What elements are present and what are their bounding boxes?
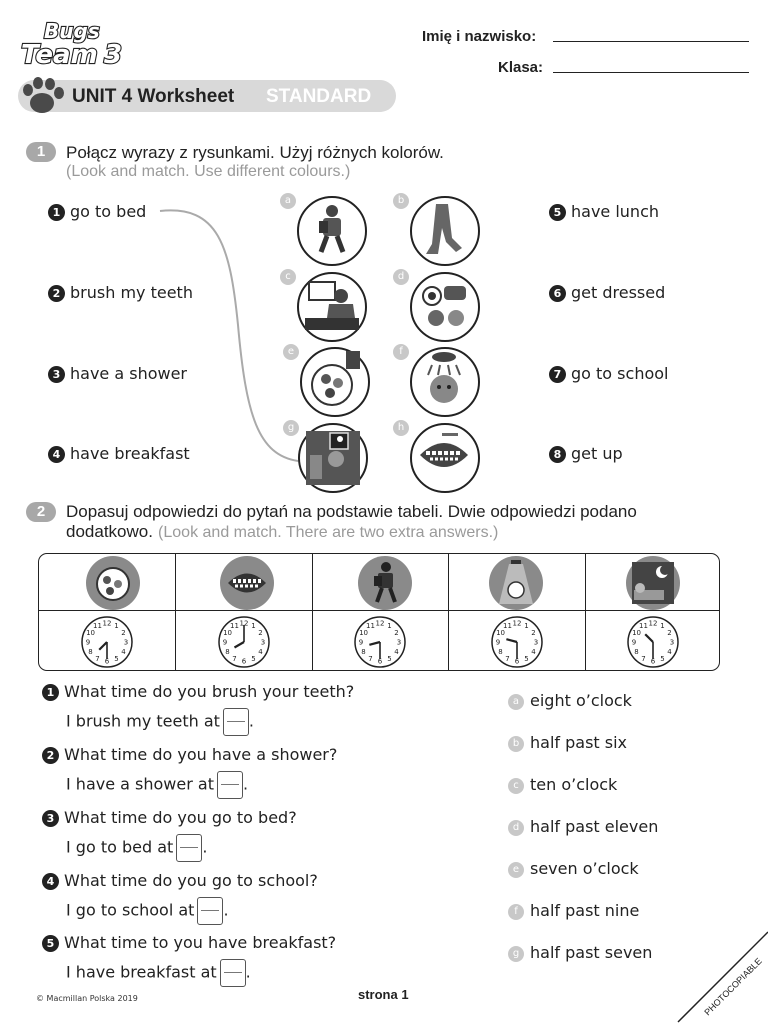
clock-number: 9: [495, 638, 501, 647]
phrase-text: go to school: [571, 364, 669, 383]
clock-number: 3: [123, 638, 129, 647]
phrase-5[interactable]: [549, 202, 659, 221]
phrase-4[interactable]: [48, 444, 190, 463]
logo-line1: Bugs: [44, 19, 100, 43]
question-text: What time do you go to bed?: [64, 808, 297, 827]
lunch-plate-icon: [412, 274, 477, 339]
question-text: What time do you brush your teeth?: [64, 682, 355, 701]
clock-number: 3: [260, 638, 266, 647]
clock-face: [79, 614, 135, 670]
clock-number: 9: [631, 638, 637, 647]
clock-number: 3: [396, 638, 402, 647]
option-letter: b: [508, 736, 524, 752]
option-letter: c: [508, 778, 524, 794]
answer-option-g[interactable]: [508, 943, 652, 962]
clock-number: 11: [366, 622, 375, 631]
question-number: 5: [42, 935, 59, 952]
level-label: STANDARD: [266, 86, 372, 107]
logo-number: 3: [104, 40, 123, 70]
logo-line2: Team: [21, 40, 98, 70]
question-number: 2: [42, 747, 59, 764]
clock-number: 11: [230, 622, 239, 631]
clock-number: 5: [660, 654, 665, 663]
clock-number: 2: [394, 629, 399, 637]
clock-number: 5: [524, 654, 529, 663]
answer-option-c[interactable]: [508, 775, 617, 794]
clock-face: [625, 614, 681, 670]
clock-number: 3: [669, 638, 675, 647]
picture-b-get-dressed[interactable]: [410, 196, 480, 266]
class-label: Klasa:: [498, 59, 544, 76]
table-col-divider: [312, 554, 313, 670]
clock-number: 9: [222, 638, 228, 647]
clock-number: 2: [121, 629, 126, 637]
picture-a-boy-walking-to-school[interactable]: [297, 196, 367, 266]
clock-number: 7: [232, 654, 237, 663]
clock-number: 5: [387, 654, 392, 663]
option-text: half past eleven: [530, 817, 659, 836]
clock-number: 4: [667, 648, 672, 656]
clock-number: 1: [524, 622, 529, 631]
picture-letter-b: b: [393, 193, 409, 209]
option-letter: f: [508, 904, 524, 920]
question-number: 1: [42, 684, 59, 701]
teeth-toothbrush-icon: [412, 425, 477, 490]
phrase-text: brush my teeth: [70, 283, 193, 302]
phrase-text: have lunch: [571, 202, 660, 221]
option-letter: d: [508, 820, 524, 836]
exercise-2-instruction-pl-2: dodatkowo.: [66, 522, 153, 541]
clock-number: 8: [634, 648, 639, 656]
phrase-number: 5: [549, 204, 566, 221]
unit-title: UNIT 4 Worksheet: [72, 86, 235, 107]
clock-number: 1: [387, 622, 392, 631]
picture-e-have-breakfast[interactable]: [300, 347, 370, 417]
option-text: eight o’clock: [530, 691, 632, 710]
picture-letter-d: d: [393, 269, 409, 285]
bugs-team-logo: [18, 18, 133, 70]
clock-number: 2: [258, 629, 263, 637]
phrase-2[interactable]: [48, 283, 193, 302]
clock-number: 2: [667, 629, 672, 637]
answer-option-a[interactable]: [508, 691, 632, 710]
answer-box-1[interactable]: [223, 708, 249, 736]
clock-number: 4: [121, 648, 126, 656]
clock-number: 1: [251, 622, 256, 631]
name-label: Imię i nazwisko:: [422, 28, 537, 45]
answer-stem: I go to school at: [66, 900, 195, 920]
class-field[interactable]: [553, 72, 749, 73]
clock-number: 11: [639, 622, 648, 631]
phrase-text: go to bed: [70, 202, 147, 221]
phrase-number: 1: [48, 204, 65, 221]
answer-stem: I have breakfast at: [66, 962, 217, 982]
exercise-1-instruction-pl: Połącz wyrazy z rysunkami. Użyj różnych kolorów.: [66, 143, 444, 162]
phrase-1[interactable]: [48, 202, 146, 221]
phrase-number: 7: [549, 366, 566, 383]
clock-number: 12: [102, 619, 112, 628]
clock-number: 12: [375, 619, 385, 628]
table-col-divider: [448, 554, 449, 670]
answer-line-5: I have breakfast at .: [66, 959, 251, 987]
clock-number: 12: [648, 619, 658, 628]
clock-number: 10: [496, 629, 506, 637]
clock-number: 1: [660, 622, 665, 631]
exercise-2-number: 2: [26, 502, 56, 522]
question-text: What time to you have breakfast?: [64, 933, 337, 952]
phrase-7[interactable]: [549, 364, 668, 383]
clock-number: 6: [241, 657, 247, 666]
question-2: [42, 745, 337, 764]
clock-number: 5: [251, 654, 256, 663]
picture-d-have-lunch[interactable]: [410, 272, 480, 342]
clock-number: 8: [88, 648, 93, 656]
answer-box-2[interactable]: [217, 771, 243, 799]
option-text: seven o’clock: [530, 859, 639, 878]
picture-letter-a: a: [280, 193, 296, 209]
clock-number: 6: [377, 657, 383, 666]
phrase-text: get dressed: [571, 283, 666, 302]
phrase-3[interactable]: [48, 364, 187, 383]
clock-face: [489, 614, 545, 670]
clock-number: 11: [93, 622, 102, 631]
clock-number: 4: [531, 648, 536, 656]
clock-number: 7: [95, 654, 100, 663]
clock-number: 2: [531, 629, 536, 637]
picture-letter-e: e: [283, 344, 299, 360]
teeth-icon: [220, 556, 274, 610]
shower-icon: [489, 556, 543, 610]
example-match-line: [158, 205, 303, 470]
phrase-8[interactable]: [549, 444, 623, 463]
clock-number: 10: [86, 629, 96, 637]
clock-number: 9: [85, 638, 91, 647]
paw-print-icon: [20, 76, 66, 116]
clock-number: 6: [514, 657, 520, 666]
question-5: [42, 933, 336, 952]
waking-child-icon: [299, 274, 364, 339]
question-number: 3: [42, 810, 59, 827]
clock-number: 5: [114, 654, 119, 663]
answer-line-4: I go to school at .: [66, 897, 229, 925]
answer-line-2: I have a shower at .: [66, 771, 248, 799]
copyright: © Macmillan Polska 2019: [36, 994, 138, 1003]
clock-face: [216, 614, 272, 670]
answer-option-e[interactable]: [508, 859, 639, 878]
phrase-number: 3: [48, 366, 65, 383]
clock-number: 7: [641, 654, 646, 663]
exercise-1-number: 1: [26, 142, 56, 162]
clock-number: 9: [358, 638, 364, 647]
answer-stem: I brush my teeth at: [66, 711, 220, 731]
boy-schoolbag-icon: [299, 198, 364, 263]
breakfast-plate-icon: [302, 349, 367, 414]
picture-letter-f: f: [393, 344, 409, 360]
clock-number: 10: [632, 629, 642, 637]
exercise-2-instruction-pl-1: Dopasuj odpowiedzi do pytań na podstawie tabeli. Dwie odpowiedzi podano: [66, 502, 637, 521]
phrase-text: get up: [571, 444, 623, 463]
question-text: What time do you go to school?: [64, 871, 318, 890]
answer-option-b[interactable]: [508, 733, 627, 752]
phrase-number: 8: [549, 446, 566, 463]
question-number: 4: [42, 873, 59, 890]
answer-stem: I go to bed at: [66, 837, 174, 857]
clock-number: 8: [361, 648, 366, 656]
picture-letter-g: g: [283, 420, 299, 436]
picture-letter-c: c: [280, 269, 296, 285]
table-col-divider: [175, 554, 176, 670]
school-boy-icon: [358, 556, 412, 610]
option-letter: g: [508, 946, 524, 962]
phrase-number: 2: [48, 285, 65, 302]
photocopiable-corner: [668, 928, 768, 1024]
option-letter: e: [508, 862, 524, 878]
option-text: half past nine: [530, 901, 640, 920]
answer-line-1: I brush my teeth at .: [66, 708, 254, 736]
option-text: half past seven: [530, 943, 653, 962]
picture-f-have-a-shower[interactable]: [410, 347, 480, 417]
clock-number: 3: [533, 638, 539, 647]
clock-number: 4: [394, 648, 399, 656]
name-field[interactable]: [553, 41, 749, 42]
breakfast-icon: [86, 556, 140, 610]
answer-option-f[interactable]: [508, 901, 639, 920]
answer-stem: I have a shower at: [66, 774, 214, 794]
picture-letter-h: h: [393, 420, 409, 436]
answer-box-3[interactable]: [176, 834, 202, 862]
answer-box-4[interactable]: [197, 897, 223, 925]
clock-number: 6: [650, 657, 656, 666]
question-text: What time do you have a shower?: [64, 745, 338, 764]
clock-face: [352, 614, 408, 670]
phrase-number: 4: [48, 446, 65, 463]
clock-number: 8: [498, 648, 503, 656]
bed-night-icon: [626, 556, 680, 610]
answer-option-d[interactable]: [508, 817, 658, 836]
picture-g-go-to-bed[interactable]: [298, 423, 368, 493]
phrase-text: have a shower: [70, 364, 188, 383]
answer-line-3: I go to bed at .: [66, 834, 207, 862]
clock-number: 12: [512, 619, 522, 628]
phrase-number: 6: [549, 285, 566, 302]
table-col-divider: [585, 554, 586, 670]
clock-number: 4: [258, 648, 263, 656]
question-4: [42, 871, 318, 890]
clock-number: 7: [505, 654, 510, 663]
clock-number: 11: [503, 622, 512, 631]
picture-c-get-up[interactable]: [297, 272, 367, 342]
option-text: ten o’clock: [530, 775, 618, 794]
shower-face-icon: [412, 349, 477, 414]
clock-number: 10: [359, 629, 369, 637]
page-number: strona 1: [358, 987, 409, 1002]
clock-number: 1: [114, 622, 119, 631]
question-3: [42, 808, 297, 827]
phrase-6[interactable]: [549, 283, 665, 302]
bedtime-icon: [300, 425, 365, 490]
legs-trousers-icon: [412, 198, 477, 263]
photocopiable-label: PHOTOCOPIABLE: [702, 955, 764, 1018]
exercise-1-instruction-en: (Look and match. Use different colours.): [66, 163, 351, 180]
exercise-2-instruction-en: (Look and match. There are two extra answers.): [158, 524, 499, 541]
clock-number: 10: [223, 629, 233, 637]
clock-number: 7: [368, 654, 373, 663]
clock-number: 8: [225, 648, 230, 656]
picture-h-brush-teeth[interactable]: [410, 423, 480, 493]
clock-number: 6: [104, 657, 110, 666]
question-1: [42, 682, 354, 701]
answer-box-5[interactable]: [220, 959, 246, 987]
option-letter: a: [508, 694, 524, 710]
table-row-divider: [39, 610, 719, 611]
phrase-text: have breakfast: [70, 444, 190, 463]
clock-number: 12: [239, 619, 249, 628]
exercise-2-instruction-line2: [66, 522, 498, 542]
option-text: half past six: [530, 733, 628, 752]
